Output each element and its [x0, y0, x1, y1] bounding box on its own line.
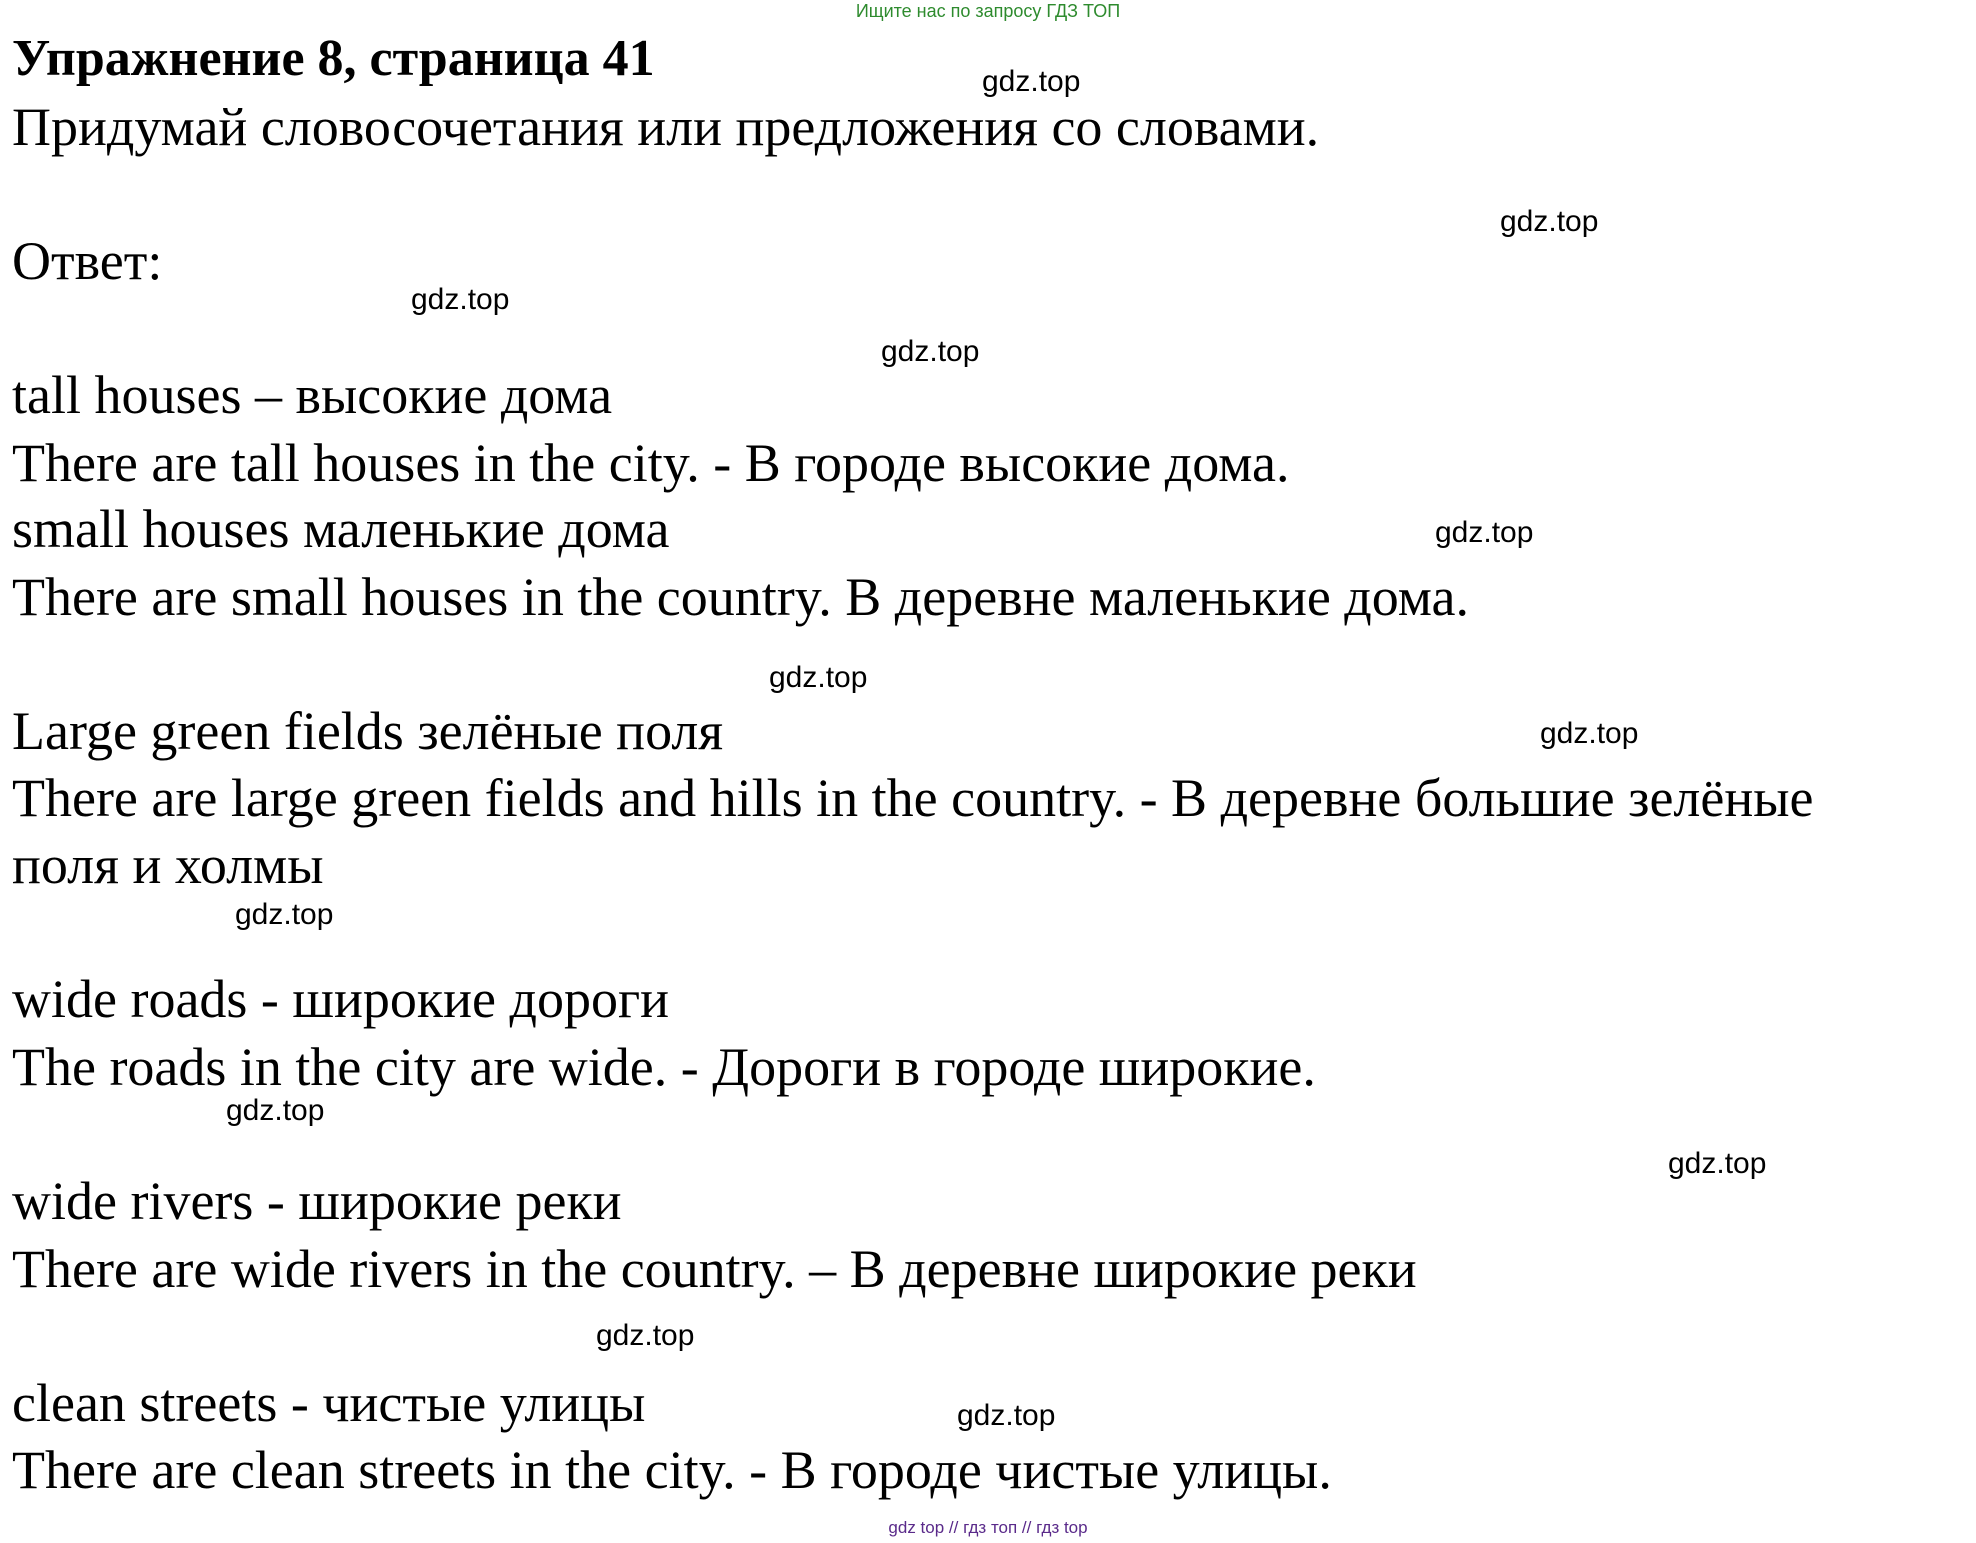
answer-line: There are wide rivers in the country. – В деревне широкие реки	[12, 1239, 1417, 1299]
watermark: gdz.top	[1668, 1147, 1767, 1180]
watermark: gdz.top	[957, 1399, 1056, 1432]
answer-line: There are small houses in the country. В деревне маленькие дома.	[12, 567, 1470, 627]
answer-label: Ответ:	[12, 231, 163, 291]
answer-line: There are clean streets in the city. - В городе чистые улицы.	[12, 1440, 1332, 1500]
instruction-text: Придумай словосочетания или предложения со словами.	[12, 97, 1320, 157]
watermark: gdz.top	[411, 283, 510, 316]
answer-line: clean streets - чистые улицы	[12, 1373, 646, 1433]
watermark: gdz.top	[235, 898, 334, 931]
answer-line: поля и холмы	[12, 835, 324, 895]
answer-line: small houses маленькие дома	[12, 499, 670, 559]
answer-line: There are tall houses in the city. - В городе высокие дома.	[12, 433, 1290, 493]
watermark: gdz.top	[769, 661, 868, 694]
watermark: gdz.top	[982, 65, 1081, 98]
answer-line: wide rivers - широкие реки	[12, 1171, 622, 1231]
watermark: gdz.top	[881, 335, 980, 368]
answer-line: tall houses – высокие дома	[12, 365, 613, 425]
ad-banner: Ищите нас по запросу ГДЗ ТОП	[855, 1, 1121, 21]
watermark: gdz.top	[596, 1319, 695, 1352]
page-title: Упражнение 8, страница 41	[12, 30, 655, 87]
answer-line: Large green fields зелёные поля	[12, 701, 724, 761]
answer-line: The roads in the city are wide. - Дороги в городе широкие.	[12, 1037, 1316, 1097]
watermark: gdz.top	[1435, 516, 1534, 549]
answer-line: wide roads - широкие дороги	[12, 969, 670, 1029]
footer-text: gdz top // гдз топ // гдз top	[888, 1518, 1088, 1537]
watermark: gdz.top	[1540, 717, 1639, 750]
answer-line: There are large green fields and hills in the country. - В деревне большие зелёные	[12, 768, 1814, 828]
watermark: gdz.top	[1500, 205, 1599, 238]
watermark: gdz.top	[226, 1094, 325, 1127]
